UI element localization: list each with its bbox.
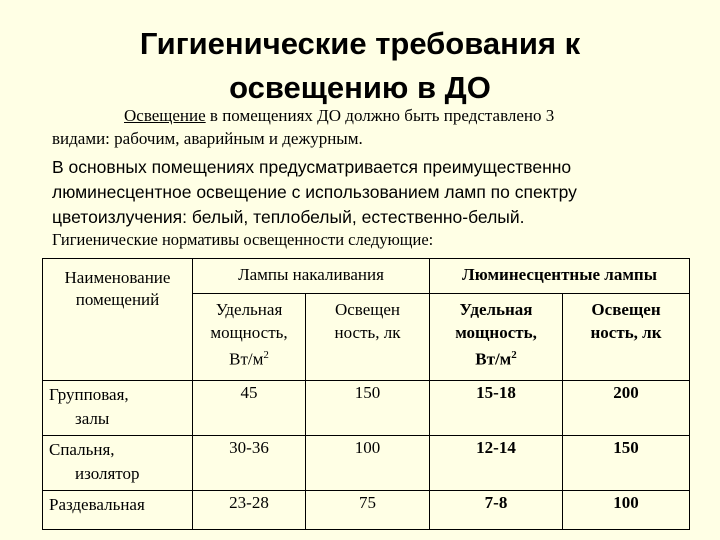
header-room-name: Наименование помещений [43, 259, 193, 381]
cell-inc-lux: 100 [306, 436, 430, 491]
header-fluorescent: Люминесцентные лампы [430, 259, 690, 294]
cell-fl-power: 7-8 [430, 491, 563, 530]
cell-fl-lux: 150 [563, 436, 690, 491]
cell-inc-power: 23-28 [193, 491, 306, 530]
slide-title [0, 22, 720, 110]
cell-inc-lux: 75 [306, 491, 430, 530]
cell-inc-power: 45 [193, 381, 306, 436]
cell-fl-lux: 100 [563, 491, 690, 530]
paragraph-norms-intro: Гигиенические нормативы освещенности следующие: [52, 230, 434, 249]
cell-fl-power: 15-18 [430, 381, 563, 436]
table-row [43, 436, 690, 491]
cell-inc-lux: 150 [306, 381, 430, 436]
row-name: Раздевальная [43, 491, 193, 530]
row-name: Спальня, изолятор [43, 436, 193, 491]
header-inc-power: Удельная мощность, $Вт/м^2$ [193, 294, 306, 381]
cell-fl-power: 12-14 [430, 436, 563, 491]
header-inc-lux: Освещен ность, лк [306, 294, 430, 381]
paragraph2-line3: цветоизлучения: белый, теплобелый, естественно-белый. [52, 207, 525, 227]
underlined-word: Освещение [124, 106, 206, 125]
table-row [43, 491, 690, 530]
header-incandescent: Лампы накаливания [193, 259, 430, 294]
row-name: Групповая, залы [43, 381, 193, 436]
cell-fl-lux: 200 [563, 381, 690, 436]
title-line-1: Гигиенические требования к [139, 26, 581, 61]
paragraph-lighting-types [52, 104, 672, 150]
header-fl-lux: Освещен ность, лк [563, 294, 690, 381]
title-line-2: освещению в ДО [229, 70, 491, 105]
paragraph-fluorescent [52, 155, 692, 230]
paragraph1-line2: видами: рабочим, аварийным и дежурным. [52, 129, 363, 148]
paragraph2-line1: В основных помещениях предусматривается преимущественно [52, 157, 572, 177]
paragraph1-line1-rest: в помещениях ДО должно быть представлено 3 [205, 106, 555, 125]
paragraph2-line2: люминесцентное освещение с использованием ламп по спектру [52, 182, 577, 202]
cell-inc-power: 30-36 [193, 436, 306, 491]
table-row [43, 381, 690, 436]
header-fl-power: Удельная мощность, $Вт/м^2$ [430, 294, 563, 381]
illumination-norms-table [42, 258, 690, 530]
